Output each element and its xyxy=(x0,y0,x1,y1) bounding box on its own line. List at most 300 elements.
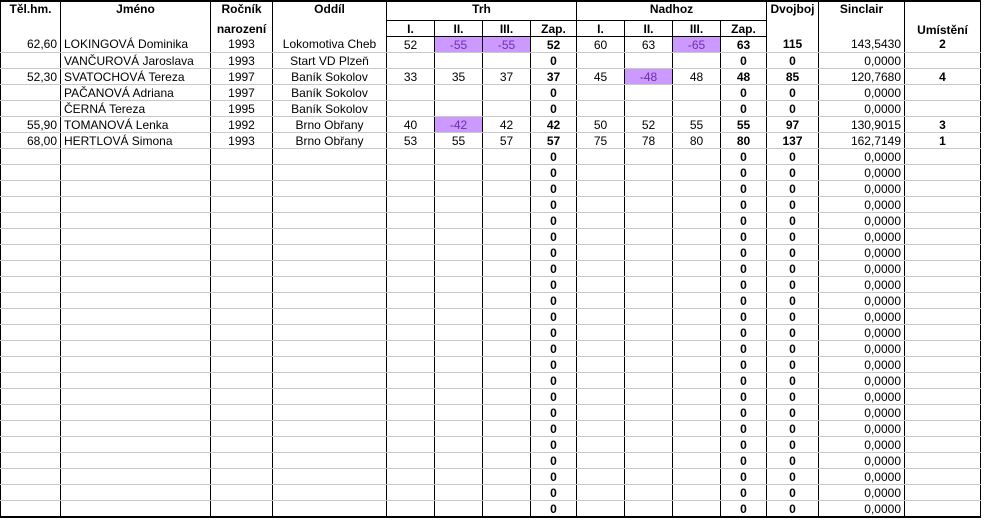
snatch-2-cell: 35 xyxy=(435,69,483,85)
cj-2-cell xyxy=(625,325,673,341)
snatch-3-cell: 57 xyxy=(483,133,531,149)
body-weight-cell xyxy=(1,437,61,453)
cj-1-cell xyxy=(577,53,625,69)
club-cell xyxy=(273,197,387,213)
cj-1-cell xyxy=(577,197,625,213)
cj-1-cell xyxy=(577,181,625,197)
cj-counted-cell: 0 xyxy=(721,229,767,245)
snatch-3-cell xyxy=(483,293,531,309)
total-cell: 115 xyxy=(767,37,819,53)
snatch-counted-cell: 52 xyxy=(531,37,577,53)
snatch-1-cell xyxy=(387,213,435,229)
header-snatch-3: III. xyxy=(483,21,531,37)
cj-counted-cell: 0 xyxy=(721,357,767,373)
cj-2-cell xyxy=(625,373,673,389)
cj-counted-cell: 0 xyxy=(721,501,767,518)
cj-3-cell xyxy=(673,149,721,165)
table-row xyxy=(1,485,981,501)
body-weight-cell xyxy=(1,245,61,261)
birth-year-cell xyxy=(211,261,273,277)
placement-cell xyxy=(905,453,981,469)
cj-1-cell xyxy=(577,261,625,277)
snatch-1-cell xyxy=(387,229,435,245)
cj-2-cell: 63 xyxy=(625,37,673,53)
total-cell: 0 xyxy=(767,405,819,421)
club-cell xyxy=(273,405,387,421)
snatch-counted-cell: 42 xyxy=(531,117,577,133)
body-weight-cell xyxy=(1,53,61,69)
body-weight-cell xyxy=(1,293,61,309)
table-row xyxy=(1,373,981,389)
club-cell xyxy=(273,485,387,501)
snatch-3-cell xyxy=(483,453,531,469)
birth-year-cell xyxy=(211,501,273,518)
cj-counted-cell: 0 xyxy=(721,181,767,197)
club-cell xyxy=(273,165,387,181)
sinclair-cell: 0,0000 xyxy=(819,245,905,261)
cj-3-cell xyxy=(673,245,721,261)
cj-counted-cell: 0 xyxy=(721,277,767,293)
cj-counted-cell: 0 xyxy=(721,85,767,101)
snatch-1-cell xyxy=(387,309,435,325)
snatch-2-cell xyxy=(435,149,483,165)
table-row xyxy=(1,117,981,133)
snatch-counted-cell: 0 xyxy=(531,453,577,469)
cj-1-cell: 75 xyxy=(577,133,625,149)
name-cell xyxy=(61,181,211,197)
total-cell: 0 xyxy=(767,373,819,389)
placement-cell: 4 xyxy=(905,69,981,85)
table-row xyxy=(1,261,981,277)
sinclair-cell: 0,0000 xyxy=(819,421,905,437)
club-cell: Brno Obřany xyxy=(273,117,387,133)
placement-cell xyxy=(905,325,981,341)
snatch-1-cell xyxy=(387,181,435,197)
snatch-counted-cell: 0 xyxy=(531,245,577,261)
name-cell xyxy=(61,357,211,373)
cj-2-cell: -48 xyxy=(625,69,673,85)
body-weight-cell xyxy=(1,309,61,325)
sinclair-cell: 0,0000 xyxy=(819,277,905,293)
cj-counted-cell: 0 xyxy=(721,389,767,405)
cj-2-cell xyxy=(625,469,673,485)
cj-2-cell xyxy=(625,213,673,229)
snatch-1-cell xyxy=(387,341,435,357)
header-name: Jméno xyxy=(61,1,211,37)
table-row xyxy=(1,357,981,373)
club-cell xyxy=(273,437,387,453)
body-weight-cell xyxy=(1,501,61,518)
snatch-1-cell xyxy=(387,357,435,373)
cj-3-cell xyxy=(673,181,721,197)
name-cell xyxy=(61,197,211,213)
club-cell: Baník Sokolov xyxy=(273,69,387,85)
placement-cell xyxy=(905,261,981,277)
header-snatch-1: I. xyxy=(387,21,435,37)
birth-year-cell xyxy=(211,453,273,469)
cj-1-cell xyxy=(577,309,625,325)
body-weight-cell xyxy=(1,261,61,277)
snatch-3-cell xyxy=(483,53,531,69)
cj-3-cell xyxy=(673,101,721,117)
header-cj-counted: Zap. xyxy=(721,21,767,37)
name-cell xyxy=(61,421,211,437)
sinclair-cell: 0,0000 xyxy=(819,373,905,389)
cj-2-cell xyxy=(625,501,673,518)
sinclair-cell: 143,5430 xyxy=(819,37,905,53)
snatch-3-cell xyxy=(483,149,531,165)
snatch-counted-cell: 0 xyxy=(531,373,577,389)
table-row xyxy=(1,453,981,469)
sinclair-cell: 0,0000 xyxy=(819,293,905,309)
body-weight-cell: 52,30 xyxy=(1,69,61,85)
birth-year-cell xyxy=(211,373,273,389)
placement-cell xyxy=(905,181,981,197)
birth-year-cell: 1993 xyxy=(211,133,273,149)
club-cell xyxy=(273,357,387,373)
snatch-3-cell xyxy=(483,261,531,277)
birth-year-cell: 1993 xyxy=(211,37,273,53)
header-snatch-2: II. xyxy=(435,21,483,37)
snatch-2-cell xyxy=(435,165,483,181)
body-weight-cell: 68,00 xyxy=(1,133,61,149)
snatch-3-cell xyxy=(483,389,531,405)
sinclair-cell: 0,0000 xyxy=(819,213,905,229)
snatch-3-cell xyxy=(483,309,531,325)
placement-cell xyxy=(905,485,981,501)
snatch-1-cell xyxy=(387,325,435,341)
cj-3-cell xyxy=(673,437,721,453)
snatch-1-cell xyxy=(387,277,435,293)
cj-3-cell xyxy=(673,229,721,245)
birth-year-cell: 1993 xyxy=(211,53,273,69)
total-cell: 0 xyxy=(767,357,819,373)
body-weight-cell xyxy=(1,181,61,197)
snatch-1-cell xyxy=(387,405,435,421)
name-cell xyxy=(61,165,211,181)
snatch-1-cell xyxy=(387,197,435,213)
header-sinclair: Sinclair xyxy=(819,1,905,37)
snatch-1-cell xyxy=(387,293,435,309)
cj-1-cell xyxy=(577,245,625,261)
birth-year-cell xyxy=(211,181,273,197)
placement-cell xyxy=(905,85,981,101)
cj-3-cell: 80 xyxy=(673,133,721,149)
snatch-2-cell xyxy=(435,229,483,245)
birth-year-cell xyxy=(211,213,273,229)
snatch-counted-cell: 0 xyxy=(531,309,577,325)
body-weight-cell xyxy=(1,357,61,373)
placement-cell xyxy=(905,373,981,389)
total-cell: 0 xyxy=(767,309,819,325)
cj-counted-cell: 48 xyxy=(721,69,767,85)
club-cell xyxy=(273,181,387,197)
snatch-2-cell xyxy=(435,277,483,293)
body-weight-cell xyxy=(1,101,61,117)
snatch-counted-cell: 0 xyxy=(531,213,577,229)
birth-year-cell xyxy=(211,325,273,341)
body-weight-cell xyxy=(1,277,61,293)
name-cell: HERTLOVÁ Simona xyxy=(61,133,211,149)
cj-counted-cell: 55 xyxy=(721,117,767,133)
snatch-counted-cell: 0 xyxy=(531,405,577,421)
snatch-3-cell xyxy=(483,341,531,357)
snatch-2-cell xyxy=(435,437,483,453)
birth-year-cell: 1997 xyxy=(211,85,273,101)
placement-cell xyxy=(905,405,981,421)
name-cell: TOMANOVÁ Lenka xyxy=(61,117,211,133)
header-snatch-counted: Zap. xyxy=(531,21,577,37)
table-row xyxy=(1,293,981,309)
table-row xyxy=(1,309,981,325)
cj-1-cell xyxy=(577,229,625,245)
total-cell: 0 xyxy=(767,101,819,117)
birth-year-cell xyxy=(211,293,273,309)
total-cell: 0 xyxy=(767,85,819,101)
name-cell: ČERNÁ Tereza xyxy=(61,101,211,117)
table-row xyxy=(1,133,981,149)
cj-2-cell xyxy=(625,485,673,501)
club-cell xyxy=(273,309,387,325)
birth-year-cell xyxy=(211,165,273,181)
placement-cell xyxy=(905,277,981,293)
snatch-3-cell xyxy=(483,181,531,197)
birth-year-cell xyxy=(211,485,273,501)
snatch-1-cell: 33 xyxy=(387,69,435,85)
placement-cell xyxy=(905,53,981,69)
snatch-1-cell: 40 xyxy=(387,117,435,133)
snatch-2-cell xyxy=(435,101,483,117)
snatch-counted-cell: 0 xyxy=(531,485,577,501)
table-row xyxy=(1,53,981,69)
snatch-1-cell xyxy=(387,421,435,437)
club-cell xyxy=(273,421,387,437)
snatch-2-cell xyxy=(435,405,483,421)
cj-1-cell xyxy=(577,373,625,389)
name-cell: VANČUROVÁ Jaroslava xyxy=(61,53,211,69)
snatch-1-cell xyxy=(387,501,435,518)
body-weight-cell xyxy=(1,485,61,501)
club-cell xyxy=(273,325,387,341)
name-cell xyxy=(61,245,211,261)
birth-year-cell xyxy=(211,309,273,325)
club-cell xyxy=(273,261,387,277)
body-weight-cell xyxy=(1,229,61,245)
sinclair-cell: 0,0000 xyxy=(819,165,905,181)
cj-counted-cell: 0 xyxy=(721,149,767,165)
cj-2-cell: 78 xyxy=(625,133,673,149)
snatch-1-cell: 53 xyxy=(387,133,435,149)
cj-3-cell xyxy=(673,261,721,277)
birth-year-cell xyxy=(211,389,273,405)
name-cell xyxy=(61,213,211,229)
snatch-counted-cell: 0 xyxy=(531,421,577,437)
snatch-3-cell xyxy=(483,229,531,245)
header-birth-label: narození xyxy=(211,21,273,37)
header-cj-2: II. xyxy=(625,21,673,37)
cj-counted-cell: 0 xyxy=(721,373,767,389)
header-placement: Umístění xyxy=(905,1,981,37)
cj-1-cell xyxy=(577,389,625,405)
sinclair-cell: 0,0000 xyxy=(819,341,905,357)
results-body xyxy=(1,37,981,518)
snatch-2-cell xyxy=(435,293,483,309)
total-cell: 0 xyxy=(767,245,819,261)
snatch-counted-cell: 0 xyxy=(531,469,577,485)
club-cell: Baník Sokolov xyxy=(273,101,387,117)
cj-2-cell xyxy=(625,357,673,373)
cj-2-cell xyxy=(625,149,673,165)
sinclair-cell: 0,0000 xyxy=(819,357,905,373)
cj-1-cell xyxy=(577,213,625,229)
snatch-1-cell xyxy=(387,85,435,101)
cj-2-cell xyxy=(625,229,673,245)
cj-2-cell xyxy=(625,453,673,469)
cj-3-cell xyxy=(673,53,721,69)
total-cell: 85 xyxy=(767,69,819,85)
snatch-2-cell xyxy=(435,53,483,69)
snatch-3-cell xyxy=(483,421,531,437)
cj-2-cell xyxy=(625,85,673,101)
club-cell xyxy=(273,453,387,469)
cj-3-cell xyxy=(673,357,721,373)
club-cell xyxy=(273,245,387,261)
cj-counted-cell: 0 xyxy=(721,293,767,309)
cj-3-cell xyxy=(673,389,721,405)
body-weight-cell: 62,60 xyxy=(1,37,61,53)
placement-cell: 3 xyxy=(905,117,981,133)
cj-counted-cell: 0 xyxy=(721,165,767,181)
table-row xyxy=(1,101,981,117)
total-cell: 0 xyxy=(767,341,819,357)
table-row xyxy=(1,229,981,245)
sinclair-cell: 0,0000 xyxy=(819,101,905,117)
cj-2-cell xyxy=(625,309,673,325)
total-cell: 0 xyxy=(767,437,819,453)
snatch-1-cell xyxy=(387,437,435,453)
placement-cell xyxy=(905,357,981,373)
club-cell xyxy=(273,501,387,518)
club-cell xyxy=(273,373,387,389)
sinclair-cell: 0,0000 xyxy=(819,53,905,69)
placement-cell xyxy=(905,469,981,485)
header-total: Dvojboj xyxy=(767,1,819,37)
table-row xyxy=(1,405,981,421)
snatch-1-cell xyxy=(387,261,435,277)
placement-cell xyxy=(905,293,981,309)
snatch-3-cell xyxy=(483,485,531,501)
cj-3-cell xyxy=(673,165,721,181)
snatch-1-cell xyxy=(387,373,435,389)
sinclair-cell: 120,7680 xyxy=(819,69,905,85)
sinclair-cell: 0,0000 xyxy=(819,229,905,245)
body-weight-cell xyxy=(1,405,61,421)
snatch-2-cell xyxy=(435,453,483,469)
cj-2-cell xyxy=(625,101,673,117)
name-cell: PAČANOVÁ Adriana xyxy=(61,85,211,101)
body-weight-cell: 55,90 xyxy=(1,117,61,133)
snatch-1-cell xyxy=(387,389,435,405)
cj-1-cell xyxy=(577,437,625,453)
snatch-counted-cell: 0 xyxy=(531,229,577,245)
snatch-2-cell xyxy=(435,389,483,405)
snatch-1-cell xyxy=(387,53,435,69)
name-cell xyxy=(61,405,211,421)
total-cell: 0 xyxy=(767,197,819,213)
name-cell xyxy=(61,485,211,501)
club-cell xyxy=(273,213,387,229)
body-weight-cell xyxy=(1,341,61,357)
header-club: Oddíl xyxy=(273,1,387,37)
snatch-counted-cell: 37 xyxy=(531,69,577,85)
cj-1-cell xyxy=(577,485,625,501)
cj-1-cell xyxy=(577,453,625,469)
snatch-2-cell: 55 xyxy=(435,133,483,149)
table-row xyxy=(1,197,981,213)
placement-cell xyxy=(905,165,981,181)
cj-1-cell xyxy=(577,405,625,421)
total-cell: 0 xyxy=(767,325,819,341)
snatch-1-cell xyxy=(387,165,435,181)
cj-3-cell xyxy=(673,85,721,101)
cj-counted-cell: 0 xyxy=(721,405,767,421)
club-cell xyxy=(273,293,387,309)
body-weight-cell xyxy=(1,213,61,229)
snatch-2-cell xyxy=(435,85,483,101)
total-cell: 0 xyxy=(767,261,819,277)
cj-2-cell xyxy=(625,405,673,421)
body-weight-cell xyxy=(1,85,61,101)
birth-year-cell: 1997 xyxy=(211,69,273,85)
snatch-2-cell xyxy=(435,261,483,277)
cj-counted-cell: 0 xyxy=(721,341,767,357)
name-cell xyxy=(61,469,211,485)
sinclair-cell: 0,0000 xyxy=(819,197,905,213)
cj-counted-cell: 0 xyxy=(721,261,767,277)
table-row xyxy=(1,341,981,357)
body-weight-cell xyxy=(1,421,61,437)
header-birth-year: Ročník xyxy=(211,1,273,21)
club-cell xyxy=(273,149,387,165)
placement-cell xyxy=(905,309,981,325)
snatch-counted-cell: 0 xyxy=(531,53,577,69)
cj-1-cell xyxy=(577,165,625,181)
club-cell: Start VD Plzeň xyxy=(273,53,387,69)
snatch-3-cell xyxy=(483,101,531,117)
placement-cell xyxy=(905,197,981,213)
sinclair-cell: 0,0000 xyxy=(819,181,905,197)
table-row xyxy=(1,325,981,341)
snatch-3-cell xyxy=(483,357,531,373)
total-cell: 0 xyxy=(767,181,819,197)
snatch-3-cell xyxy=(483,325,531,341)
snatch-3-cell xyxy=(483,197,531,213)
snatch-1-cell xyxy=(387,101,435,117)
snatch-counted-cell: 0 xyxy=(531,277,577,293)
cj-1-cell xyxy=(577,85,625,101)
placement-cell xyxy=(905,101,981,117)
total-cell: 0 xyxy=(767,277,819,293)
cj-1-cell xyxy=(577,101,625,117)
cj-counted-cell: 0 xyxy=(721,309,767,325)
total-cell: 0 xyxy=(767,389,819,405)
cj-2-cell xyxy=(625,165,673,181)
cj-3-cell xyxy=(673,213,721,229)
cj-1-cell xyxy=(577,357,625,373)
table-row xyxy=(1,469,981,485)
placement-cell xyxy=(905,229,981,245)
table-row xyxy=(1,149,981,165)
